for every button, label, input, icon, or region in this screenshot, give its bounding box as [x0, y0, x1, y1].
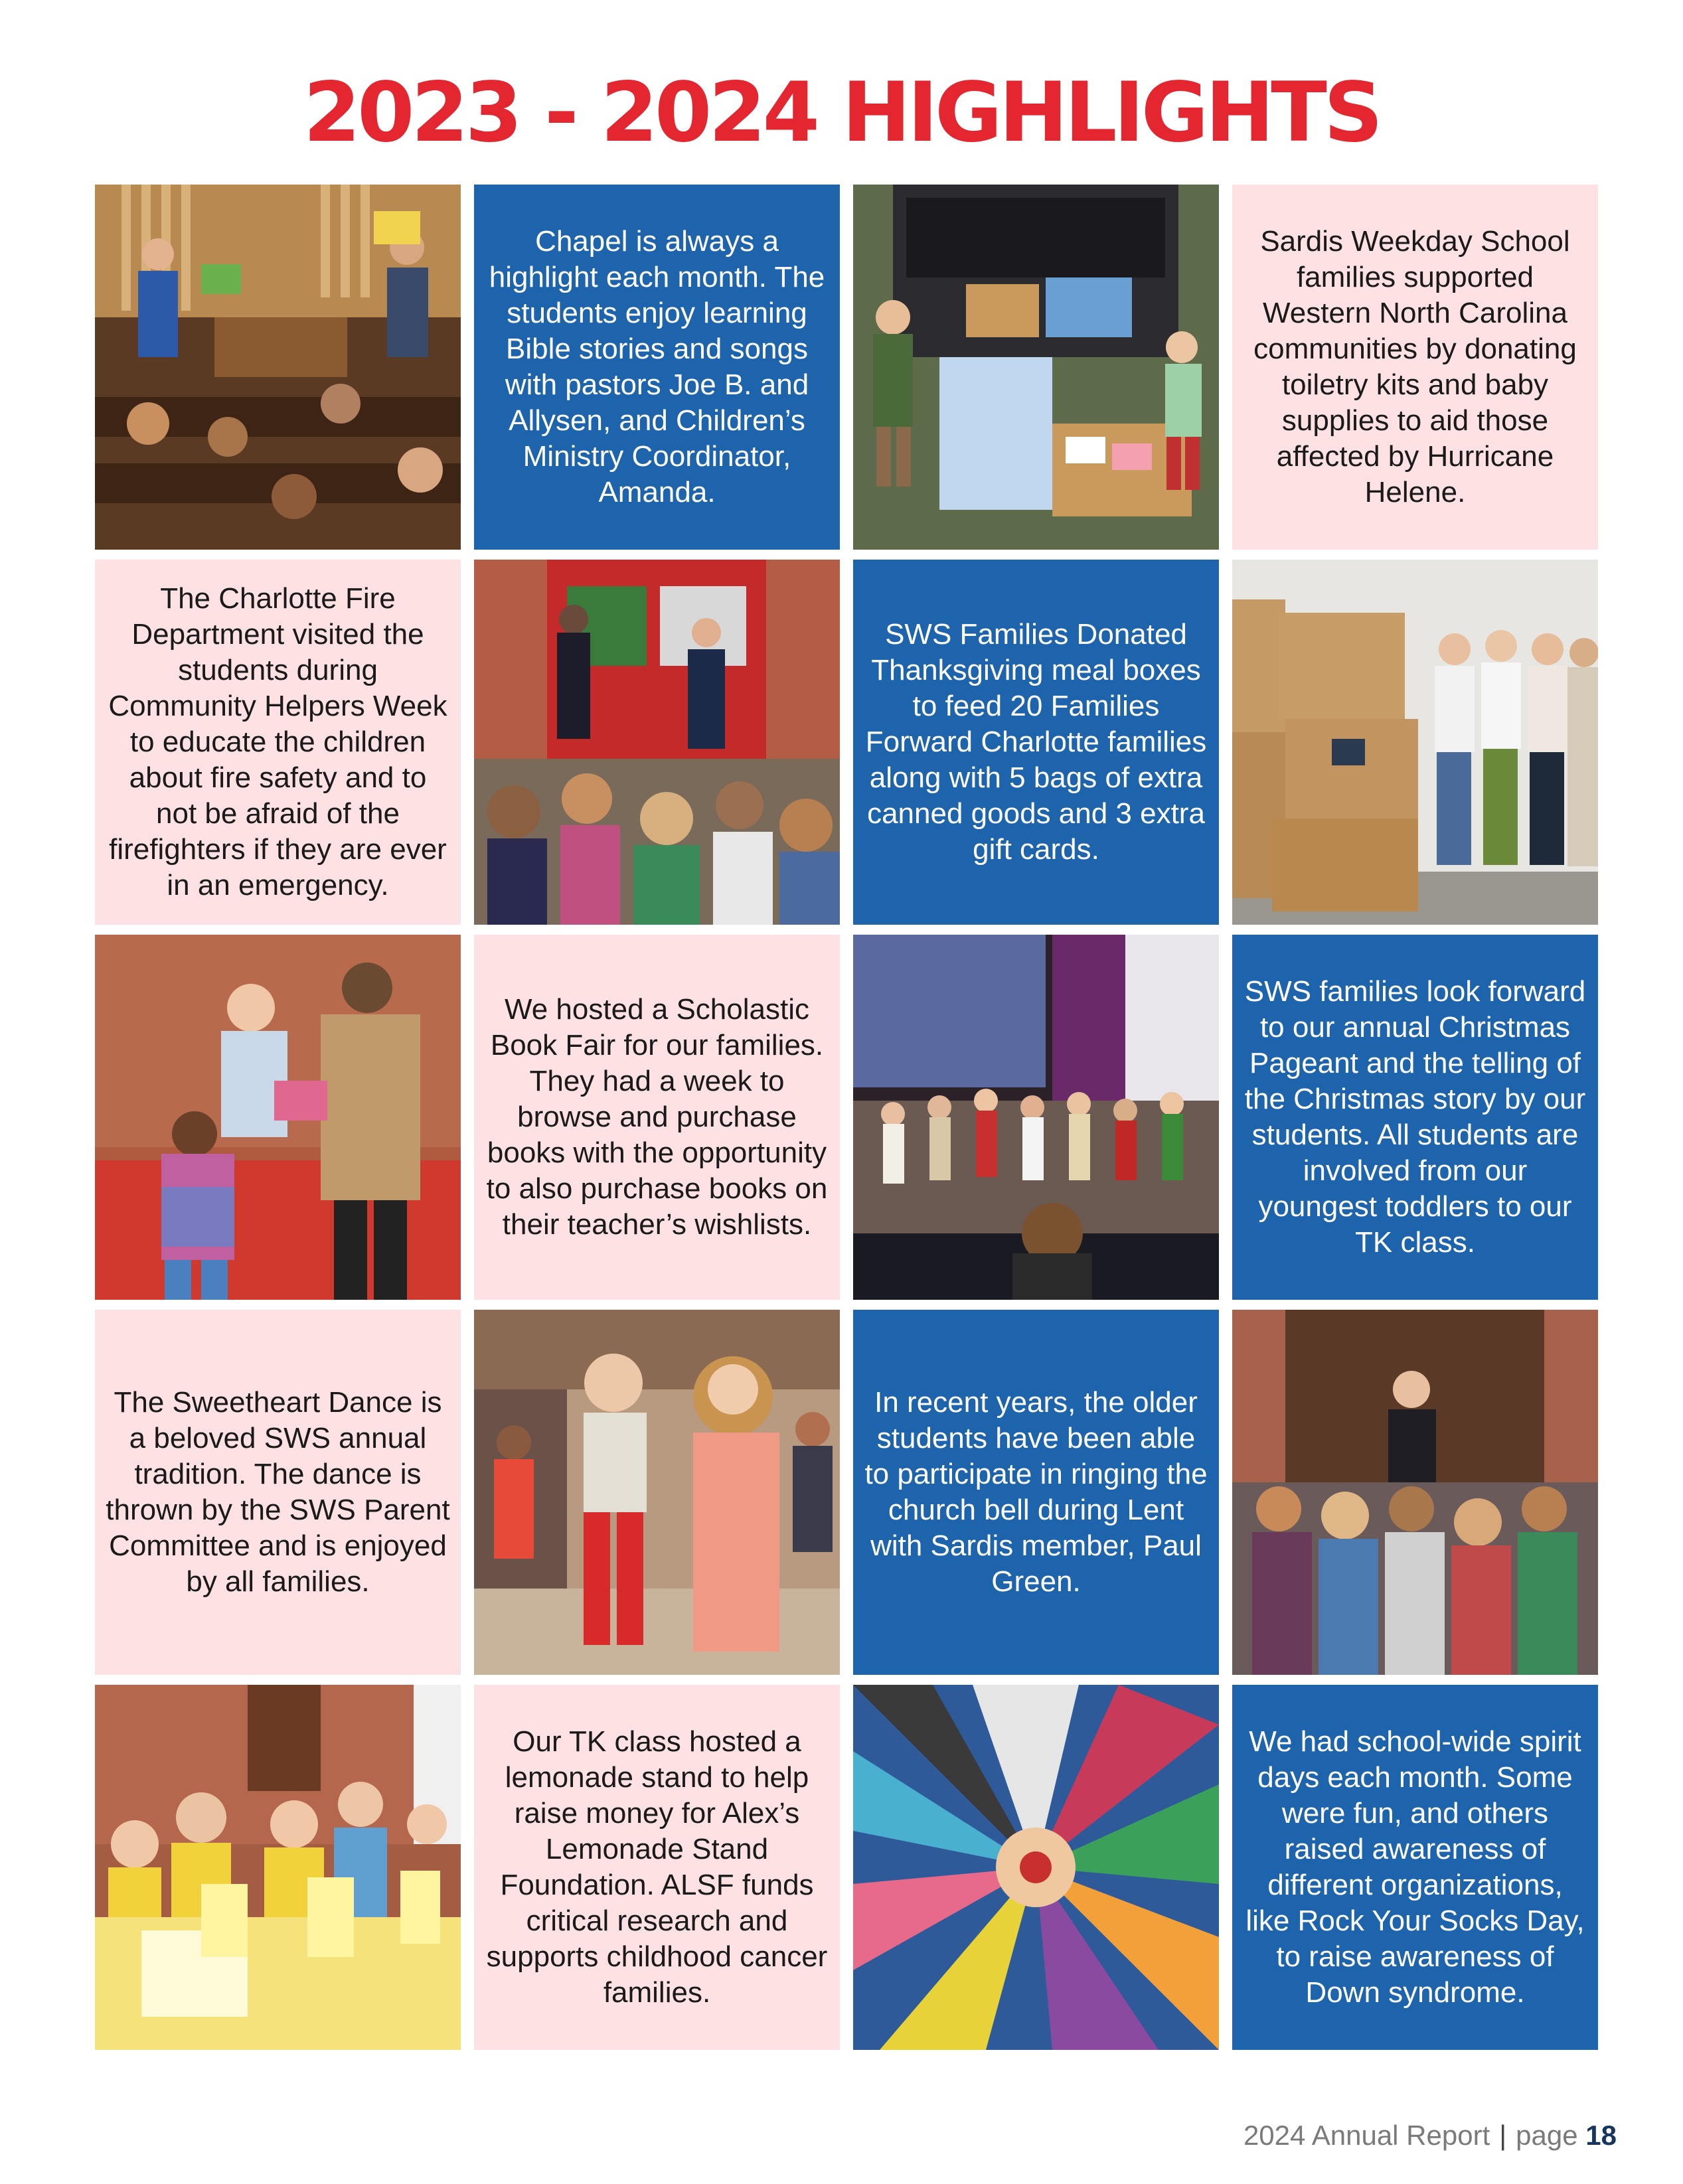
footer-separator: |	[1499, 2120, 1507, 2151]
highlight-lemonade-stand-text: Our TK class hosted a lemonade stand to help raise money for Alex’s Lemonade Stand Foundation. ALSF funds critical research and supports childhood cancer families.	[474, 1685, 840, 2050]
page-footer	[1243, 2120, 1617, 2151]
highlight-hurricane-text: Sardis Weekday School families supported Western North Carolina communities by donating toiletry kits and baby supplies to aid those affected by Hurricane Helene.	[1232, 185, 1598, 550]
highlight-christmas-pageant-text: SWS families look forward to our annual Christmas Pageant and the telling of the Christmas story by our students. All students are involved from our youngest toddlers to our TK class.	[1232, 935, 1598, 1300]
highlight-spirit-days-text: We had school-wide spirit days each month. Some were fun, and others raised awareness of different organizations, like Rock Your Socks Day, to raise awareness of Down syndrome.	[1232, 1685, 1598, 2050]
photo-book-fair	[95, 935, 461, 1300]
photo-thanksgiving-boxes	[1232, 560, 1598, 925]
photo-chapel	[95, 185, 461, 550]
photo-sweetheart-dance	[474, 1310, 840, 1675]
highlight-chapel-text: Chapel is always a highlight each month. The students enjoy learning Bible stories and songs with pastors Joe B. and Allysen, and Children’s Ministry Coordinator, Amanda.	[474, 185, 840, 550]
photo-lemonade-stand	[95, 1685, 461, 2050]
highlight-fire-department-text: The Charlotte Fire Department visited the students during Community Helpers Week to educate the children about fire safety and to not be afraid of the firefighters if they are ever in an emergency.	[95, 560, 461, 925]
page-title: 2023 - 2024 HIGHLIGHTS	[303, 65, 1380, 161]
photo-church-bell	[1232, 1310, 1598, 1675]
photo-christmas-pageant	[853, 935, 1219, 1300]
highlight-book-fair-text: We hosted a Scholastic Book Fair for our families. They had a week to browse and purchase books with the opportunity to also purchase books on their teacher’s wishlists.	[474, 935, 840, 1300]
footer-report-title: 2024 Annual Report	[1243, 2120, 1490, 2151]
highlight-thanksgiving-text: SWS Families Donated Thanksgiving meal boxes to feed 20 Families Forward Charlotte families along with 5 bags of extra canned goods and 3 extra gift cards.	[853, 560, 1219, 925]
footer-page-label: page	[1516, 2120, 1578, 2151]
photo-fire-department	[474, 560, 840, 925]
highlight-sweetheart-dance-text: The Sweetheart Dance is a beloved SWS annual tradition. The dance is thrown by the SWS Parent Committee and is enjoyed by all families.	[95, 1310, 461, 1675]
footer-page-number: 18	[1585, 2120, 1617, 2151]
photo-spirit-days	[853, 1685, 1219, 2050]
highlights-grid	[95, 185, 1599, 2050]
photo-hurricane-donations	[853, 185, 1219, 550]
highlight-church-bell-text: In recent years, the older students have been able to participate in ringing the church bell during Lent with Sardis member, Paul Green.	[853, 1310, 1219, 1675]
